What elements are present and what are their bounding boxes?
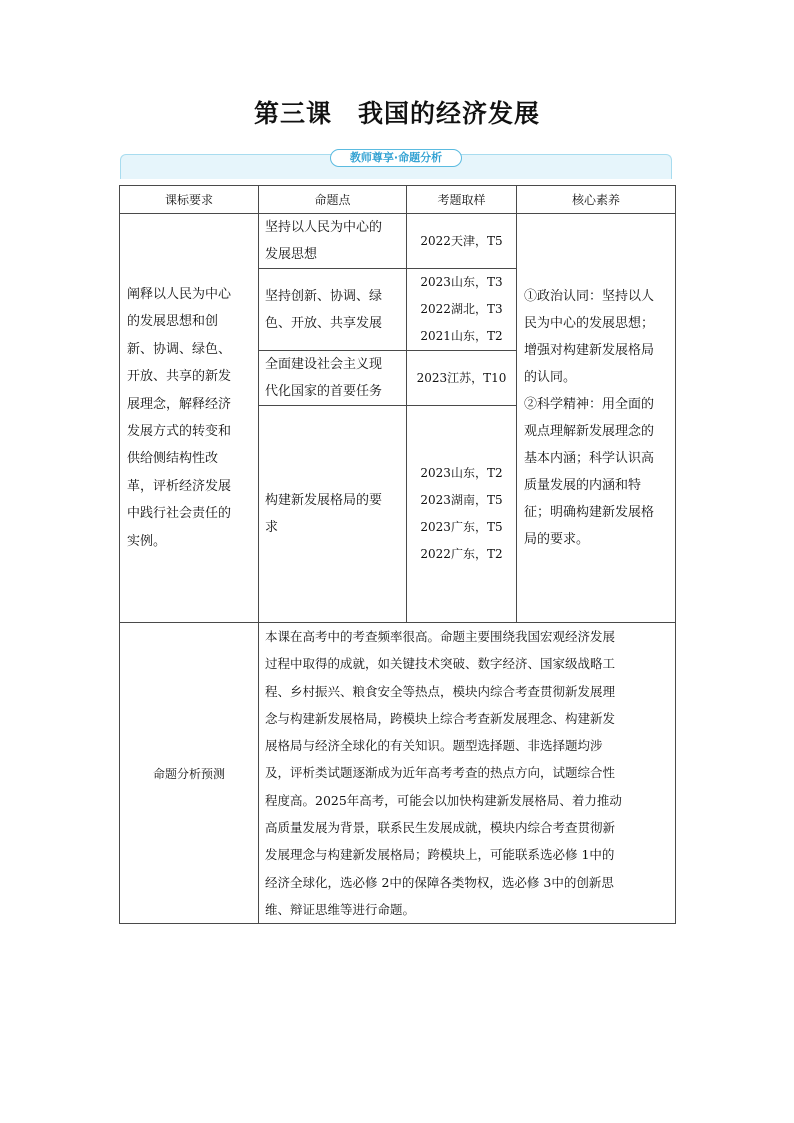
topic-cell	[259, 214, 407, 269]
prediction-line: 本课在高考中的考查频率很高。命题主要围绕我国宏观经济发展	[265, 629, 616, 644]
header-core: 核心素养	[517, 186, 676, 214]
prediction-row	[120, 623, 676, 924]
core-line: 征；明确构建新发展格	[524, 505, 655, 520]
sample-cell	[407, 214, 517, 269]
topic-line: 坚持以人民为中心的	[265, 220, 383, 235]
core-line: ②科学精神：用全面的	[524, 397, 655, 412]
core-line: 局的要求。	[524, 532, 590, 547]
prediction-line: 程、乡村振兴、粮食安全等热点，模块内综合考查贯彻新发展理	[265, 683, 616, 699]
core-line: 民为中心的发展思想；	[524, 316, 655, 331]
prediction-line: 维、辩证思维等进行命题。	[265, 901, 416, 917]
requirement-line: 发展方式的转变和	[127, 424, 232, 439]
header-requirement: 课标要求	[120, 186, 259, 214]
page-title: 第三课 我国的经济发展	[253, 99, 540, 128]
topic-cell	[259, 269, 407, 351]
sample-line: 2022广东，T2	[420, 547, 503, 561]
requirement-line: 开放、共享的新发	[127, 369, 232, 385]
requirement-cell	[120, 214, 259, 623]
requirement-line: 实例。	[127, 533, 167, 549]
sample-cell	[407, 406, 517, 623]
sample-cell	[407, 269, 517, 351]
requirement-line: 新、协调、绿色、	[127, 341, 232, 357]
header-topic: 命题点	[259, 186, 407, 214]
analysis-table	[119, 185, 676, 924]
sample-line: 2023山东，T3	[420, 275, 503, 289]
sample-cell	[407, 351, 517, 406]
table-row	[120, 214, 676, 269]
prediction-line: 经济全球化，选必修 2中的保障各类物权，选必修 3中的创新思	[265, 874, 614, 890]
sample-line: 2022湖北，T3	[420, 302, 503, 316]
requirement-line: 中践行社会责任的	[127, 506, 232, 522]
banner-label: 教师尊享·命题分析	[330, 149, 462, 167]
requirement-line: 革，评析经济发展	[127, 478, 232, 494]
requirement-line: 供给侧结构性改	[127, 451, 219, 467]
prediction-label: 命题分析预测	[120, 623, 259, 924]
topic-line: 坚持创新、协调、绿	[265, 288, 383, 304]
requirement-line: 阐释以人民为中心	[127, 286, 232, 302]
sample-line: 2021山东，T2	[420, 329, 503, 343]
topic-line: 全面建设社会主义现	[265, 357, 383, 372]
sample-line: 2023广东，T5	[420, 520, 503, 534]
core-cell	[517, 214, 676, 623]
prediction-line: 发展理念与构建新发展格局；跨模块上，可能联系选必修 1中的	[265, 847, 615, 863]
sample-line: 2023山东，T2	[420, 466, 503, 480]
topic-cell	[259, 351, 407, 406]
topic-line: 构建新发展格局的要	[265, 493, 383, 508]
prediction-line: 高质量发展为背景，联系民生发展成就，模块内综合考查贯彻新	[265, 820, 616, 836]
table-header-row	[120, 186, 676, 214]
prediction-line: 展格局与经济全球化的有关知识。题型选择题、非选择题均涉	[265, 738, 603, 754]
core-line: 增强对构建新发展格局	[524, 343, 655, 358]
sample-line: 2023江苏，T10	[416, 370, 507, 385]
prediction-line: 念与构建新发展格局，跨模块上综合考查新发展理念、构建新发	[265, 710, 616, 726]
topic-line: 代化国家的首要任务	[265, 384, 383, 399]
core-line: 基本内涵；科学认识高	[524, 451, 655, 466]
topic-cell	[259, 406, 407, 623]
requirement-line: 的发展思想和创	[127, 314, 219, 330]
prediction-line: 及，评析类试题逐渐成为近年高考考查的热点方向，试题综合性	[265, 765, 616, 781]
topic-line: 色、开放、共享发展	[265, 315, 383, 331]
topic-line: 求	[265, 520, 279, 535]
prediction-line: 程度高。2025年高考，可能会以加快构建新发展格局、着力推动	[265, 792, 622, 808]
core-line: 观点理解新发展理念的	[524, 424, 655, 439]
topic-line: 发展思想	[265, 247, 318, 262]
requirement-line: 展理念，解释经济	[127, 396, 232, 412]
core-line: 质量发展的内涵和特	[524, 478, 642, 493]
core-line: ①政治认同：坚持以人	[524, 289, 655, 304]
core-line: 的认同。	[524, 370, 577, 385]
sample-line: 2023湖南，T5	[420, 493, 503, 507]
prediction-cell	[259, 623, 676, 924]
prediction-line: 过程中取得的成就，如关键技术突破、数字经济、国家级战略工	[265, 656, 616, 672]
sample-line: 2022天津，T5	[420, 233, 503, 248]
header-sample: 考题取样	[407, 186, 517, 214]
